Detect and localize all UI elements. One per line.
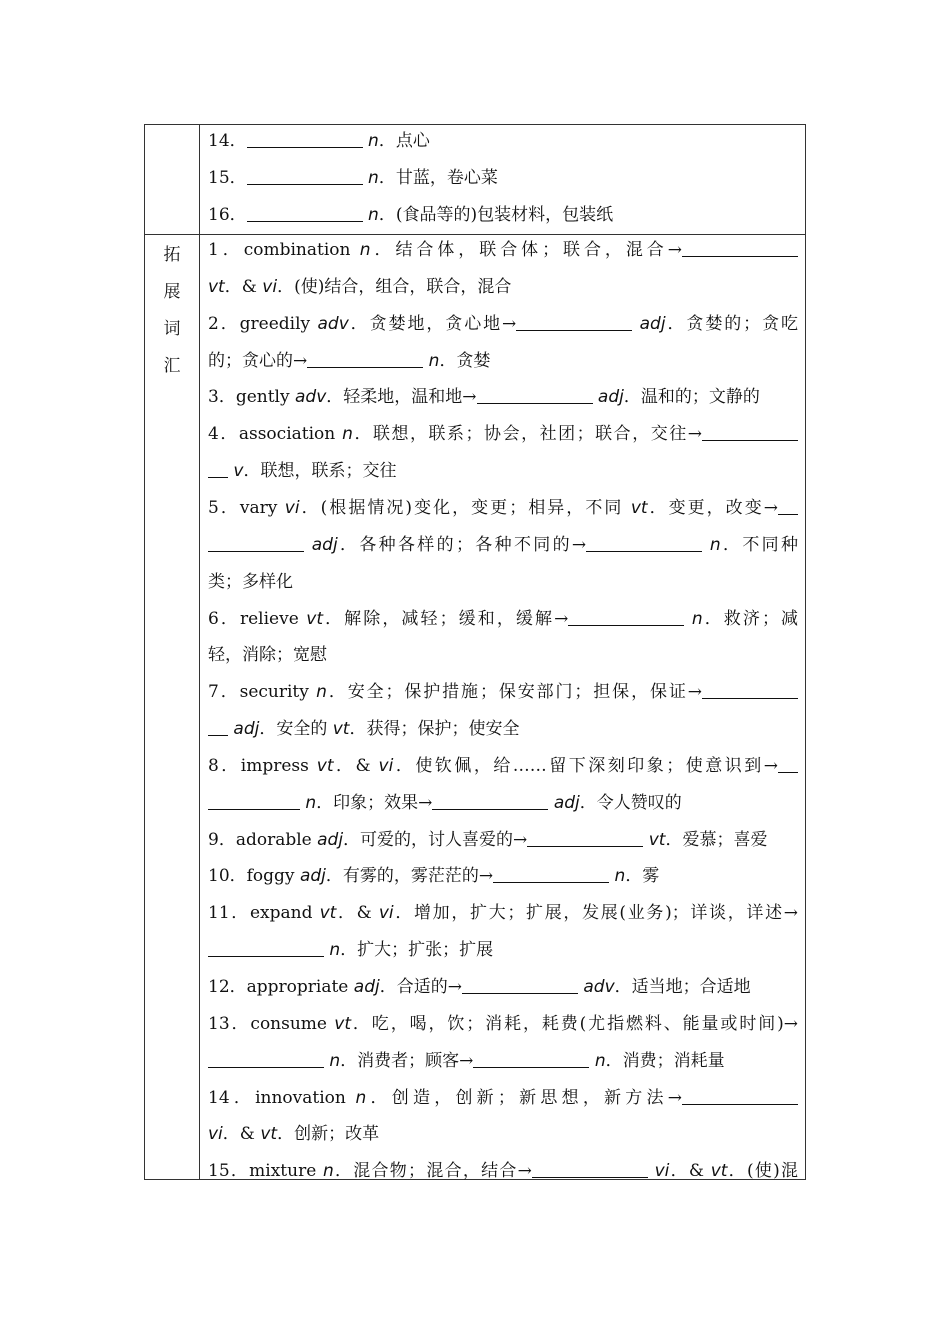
- line-text: ．吃，喝，饮；消耗，耗费(尤指燃料、能量或时间)→: [351, 1013, 798, 1034]
- answer-blank: [568, 607, 684, 626]
- line-text: ．各种各样的；各种不同的→: [337, 534, 587, 555]
- part-of-speech: vi: [284, 497, 300, 518]
- line-text: 7．security: [208, 682, 317, 703]
- part-of-speech: vt: [306, 608, 323, 629]
- answer-blank: [527, 828, 643, 847]
- part-of-speech: adv: [583, 977, 615, 997]
- vocab-line: [208, 826, 767, 863]
- line-text: ．甘蓝，卷心菜: [378, 168, 498, 188]
- answer-blank: [702, 422, 798, 441]
- vocab-line: [208, 789, 682, 826]
- line-text: ．创造，创新；新思想，新方法→: [366, 1087, 683, 1108]
- part-of-speech: vt: [334, 1013, 352, 1034]
- vocab-line: [208, 310, 798, 347]
- answer-blank: [247, 166, 363, 185]
- vocab-line: [208, 899, 798, 936]
- answer-blank: [682, 1086, 798, 1105]
- line-text: 轻，消除；宽慰: [208, 645, 327, 666]
- vocab-line: [208, 457, 396, 494]
- line-text: ．点心: [378, 131, 430, 151]
- line-text: ．使钦佩，给……留下深刻印象；使意识到→: [393, 755, 778, 776]
- part-of-speech: n: [368, 131, 379, 151]
- line-text: ．创新；改革: [277, 1124, 380, 1145]
- answer-blank: [208, 459, 228, 478]
- part-of-speech: vt: [630, 497, 648, 518]
- vocab-line: [208, 973, 751, 1010]
- column-divider: [199, 125, 200, 1179]
- line-text: ．爱慕；喜爱: [665, 829, 768, 850]
- line-text: ．贪婪: [439, 350, 491, 371]
- line-text: ．救济；减: [702, 608, 799, 629]
- vocab-line: [208, 641, 327, 678]
- part-of-speech: vi: [378, 903, 394, 924]
- part-of-speech: vi: [378, 755, 394, 776]
- vocab-line: [208, 568, 293, 605]
- line-text: 12．appropriate: [208, 977, 354, 997]
- line-text: ．不同种: [720, 534, 798, 555]
- line-text: [702, 535, 710, 555]
- line-text: ．变更，改变→: [647, 497, 778, 518]
- vocab-line: [208, 605, 798, 642]
- line-text: ．贪婪的；贪吃: [665, 313, 799, 334]
- part-of-speech: n: [355, 1087, 367, 1108]
- section-label-char: 展: [163, 282, 181, 302]
- line-text: ．增加，扩大；扩展，发展(业务)；详谈，详述→: [393, 903, 798, 924]
- part-of-speech: n: [691, 608, 703, 629]
- line-text: ．适当地；合适地: [614, 977, 751, 997]
- line-text: ．&: [222, 1124, 261, 1145]
- part-of-speech: n: [594, 1050, 606, 1071]
- part-of-speech: n: [329, 1050, 341, 1071]
- answer-blank: [702, 680, 798, 699]
- line-text: 15．: [208, 168, 247, 188]
- line-text: ．(根据情况)变化，变更；相异，不同: [299, 497, 631, 518]
- part-of-speech: vt: [316, 755, 334, 776]
- answer-blank: [493, 864, 609, 883]
- part-of-speech: adj: [317, 829, 344, 850]
- part-of-speech: adj: [639, 313, 666, 334]
- part-of-speech: vt: [260, 1124, 278, 1145]
- part-of-speech: adv: [317, 313, 349, 334]
- line-text: ．消费；消耗量: [605, 1050, 725, 1071]
- line-text: 2．greedily: [208, 313, 318, 334]
- part-of-speech: adj: [311, 534, 338, 555]
- line-text: 16．: [208, 205, 247, 225]
- part-of-speech: adj: [233, 719, 260, 740]
- part-of-speech: vi: [208, 1124, 223, 1145]
- answer-blank: [307, 349, 423, 368]
- line-text: ．印象；效果→: [316, 792, 433, 813]
- line-text: [304, 535, 312, 555]
- vocab-line: [208, 347, 490, 384]
- answer-blank: [208, 533, 304, 552]
- line-text: 的；贪心的→: [208, 350, 308, 371]
- line-text: ．联想，联系；协会，社团；联合，交往→: [352, 424, 702, 445]
- line-text: 1．combination: [208, 240, 360, 260]
- line-text: 9．adorable: [208, 829, 318, 850]
- answer-blank: [477, 385, 593, 404]
- part-of-speech: n: [305, 792, 317, 813]
- part-of-speech: vt: [648, 829, 666, 850]
- part-of-speech: vi: [654, 1161, 670, 1182]
- line-text: ．安全的: [259, 719, 333, 740]
- line-text: ．有雾的，雾茫茫的→: [325, 866, 494, 887]
- line-text: ．联想，联系；交往: [243, 461, 397, 482]
- vocab-line: [208, 164, 498, 201]
- vocab-line: [208, 936, 493, 973]
- part-of-speech: v: [233, 461, 244, 482]
- vocab-line: [208, 715, 519, 752]
- vocab-line: [208, 752, 798, 789]
- answer-blank: [516, 312, 632, 331]
- answer-blank: [586, 533, 702, 552]
- part-of-speech: n: [329, 940, 341, 961]
- vocab-line: [208, 127, 430, 164]
- line-text: ．消费者；顾客→: [340, 1050, 474, 1071]
- vocab-line: [208, 531, 798, 568]
- part-of-speech: vt: [710, 1161, 728, 1182]
- line-text: [648, 1161, 655, 1181]
- line-text: ．获得；保护；使安全: [349, 719, 520, 740]
- answer-blank: [473, 1049, 589, 1068]
- part-of-speech: adj: [597, 387, 624, 408]
- line-text: 6．relieve: [208, 608, 307, 629]
- line-text: ．结合体，联合体；联合，混合→: [370, 240, 683, 260]
- answer-blank: [247, 203, 363, 222]
- part-of-speech: adv: [294, 387, 327, 408]
- vocab-line: [208, 273, 511, 310]
- line-text: ．轻柔地，温和地→: [326, 387, 477, 408]
- line-text: ．(使)混: [727, 1161, 799, 1182]
- line-text: ．(食品等的)包装材料，包装纸: [378, 205, 614, 225]
- answer-blank: [682, 238, 798, 257]
- line-text: ．可爱的，讨人喜爱的→: [343, 829, 528, 850]
- vocab-line: [208, 678, 798, 715]
- section-label-char: 拓: [163, 245, 181, 265]
- line-text: 15．mixture: [208, 1161, 323, 1182]
- section-label-char: 词: [163, 319, 181, 339]
- line-text: ．&: [336, 903, 379, 924]
- vocab-line: [208, 1120, 379, 1157]
- section-label-expanded-vocabulary: [145, 237, 199, 385]
- answer-blank: [208, 1049, 324, 1068]
- vocab-line: [208, 494, 798, 531]
- line-text: 14．: [208, 131, 247, 151]
- line-text: ．&: [224, 276, 263, 297]
- vocab-line: [208, 420, 798, 457]
- line-text: ．(使)结合，组合，联合，混合: [277, 276, 512, 297]
- part-of-speech: n: [342, 424, 353, 445]
- line-text: ．解除，减轻；缓和，缓解→: [323, 608, 569, 629]
- answer-blank: [462, 975, 578, 994]
- part-of-speech: n: [428, 350, 440, 371]
- part-of-speech: vt: [208, 276, 225, 297]
- line-text: ．雾: [625, 866, 660, 887]
- part-of-speech: adj: [553, 792, 580, 813]
- line-text: 11．expand: [208, 903, 320, 924]
- line-text: 13．consume: [208, 1013, 335, 1034]
- line-text: ．混合物；混合，结合→: [333, 1161, 532, 1182]
- vocab-line: [208, 383, 760, 420]
- vocab-line: [208, 1084, 798, 1121]
- answer-blank: [532, 1159, 648, 1178]
- part-of-speech: n: [359, 240, 371, 260]
- line-text: ．令人赞叹的: [579, 792, 682, 813]
- answer-blank: [247, 129, 363, 148]
- vocabulary-table: [144, 124, 806, 1180]
- line-text: 4．association: [208, 424, 343, 445]
- part-of-speech: vt: [332, 719, 350, 740]
- vocab-line: [208, 1157, 798, 1194]
- section-label-char: 汇: [163, 356, 181, 376]
- vocab-line: [208, 862, 659, 899]
- vocab-line: [208, 1047, 725, 1084]
- line-text: ．&: [333, 755, 379, 776]
- part-of-speech: adj: [353, 977, 380, 997]
- line-text: 14．innovation: [208, 1087, 356, 1108]
- part-of-speech: n: [709, 534, 721, 555]
- line-text: 5．vary: [208, 497, 285, 518]
- line-text: ．&: [669, 1161, 711, 1182]
- answer-blank: [778, 754, 798, 773]
- line-text: ．贪婪地，贪心地→: [348, 313, 517, 334]
- line-text: 3．gently: [208, 387, 295, 408]
- line-text: ．安全；保护措施；保安部门；担保，保证→: [326, 682, 702, 703]
- answer-blank: [208, 717, 228, 736]
- part-of-speech: vi: [262, 276, 278, 297]
- part-of-speech: n: [322, 1161, 334, 1182]
- part-of-speech: n: [368, 168, 379, 188]
- answer-blank: [208, 791, 300, 810]
- vocab-line: [208, 201, 613, 238]
- answer-blank: [432, 791, 548, 810]
- line-text: 10．foggy: [208, 866, 300, 887]
- part-of-speech: adj: [299, 866, 326, 887]
- part-of-speech: n: [614, 866, 626, 887]
- part-of-speech: n: [316, 682, 327, 703]
- vocab-line: [208, 1010, 798, 1047]
- line-text: 8．impress: [208, 755, 317, 776]
- line-text: 类；多样化: [208, 571, 293, 592]
- answer-blank: [778, 496, 798, 515]
- part-of-speech: vt: [319, 903, 337, 924]
- answer-blank: [208, 938, 324, 957]
- part-of-speech: n: [368, 205, 379, 225]
- line-text: ．合适的→: [379, 977, 462, 997]
- vocab-line: [208, 236, 798, 273]
- line-text: [684, 609, 692, 629]
- line-text: [632, 314, 639, 334]
- line-text: ．温和的；文静的: [623, 387, 760, 408]
- line-text: ．扩大；扩张；扩展: [340, 940, 494, 961]
